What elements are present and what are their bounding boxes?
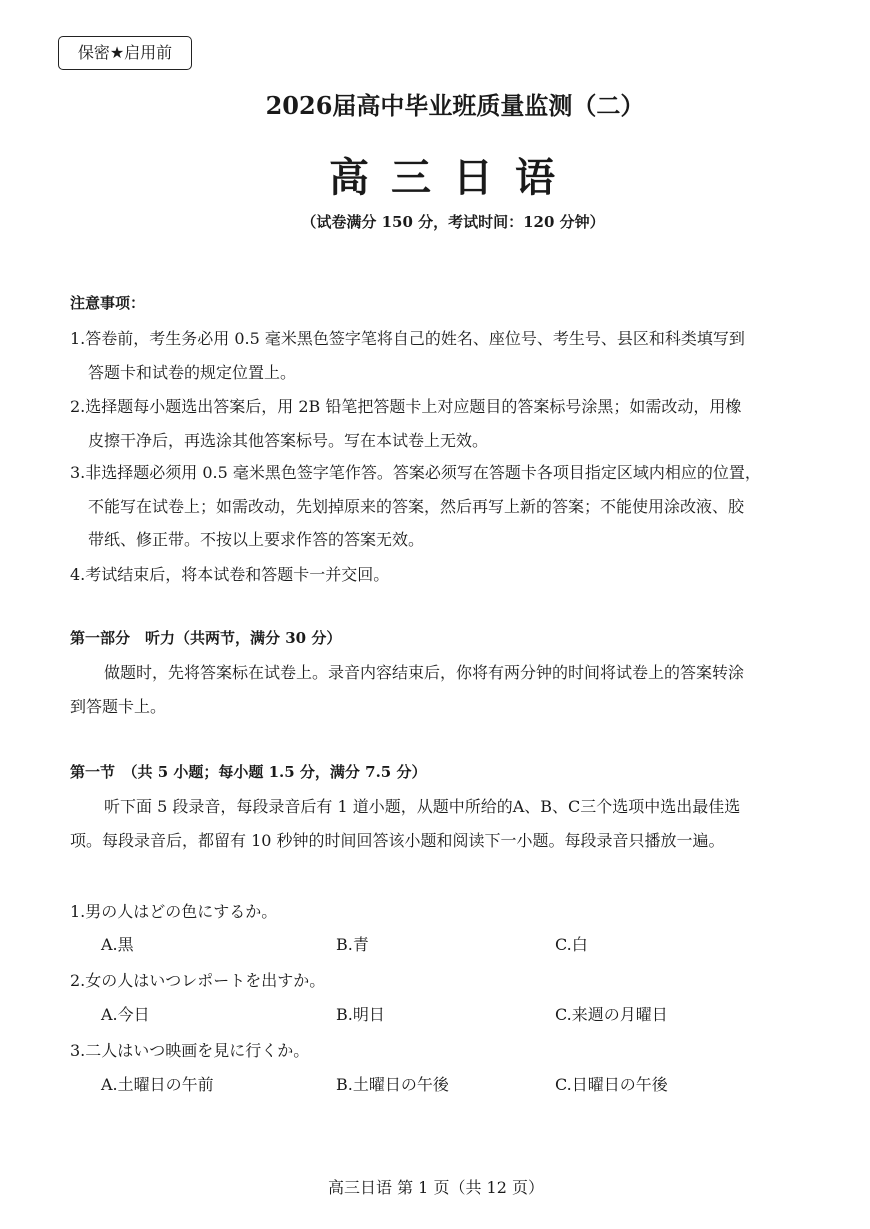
notes-item-1-line-1: 1.答卷前，考生务必用 0.5 毫米黑色签字笔将自己的姓名、座位号、考生号、县区和科类填写到 [70,329,745,348]
notes-item-1-line-2: 答题卡和试卷的规定位置上。 [88,363,297,382]
notes-item-3-line-3: 带纸、修正带。不按以上要求作答的答案无效。 [88,530,425,549]
exam-info: （试卷满分 150 分，考试时间：120 分钟） [301,213,605,231]
question-1-option-a: A.黒 [101,935,134,954]
question-3-option-a: A.土曜日の午前 [101,1075,214,1094]
question-2-option-c: C.来週の月曜日 [555,1005,668,1024]
part1-desc-line-1: 做题时，先将答案标在试卷上。录音内容结束后，你将有两分钟的时间将试卷上的答案转涂 [104,663,745,682]
notes-item-2-line-2: 皮擦干净后，再选涂其他答案标号。写在本试卷上无效。 [88,431,489,450]
section1-desc-line-2: 项。每段录音后，都留有 10 秒钟的时间回答该小题和阅读下一小题。每段录音只播放一遍。 [70,831,725,850]
question-3-option-b: B.土曜日の午後 [336,1075,449,1094]
question-3-option-c: C.日曜日の午後 [555,1075,668,1094]
question-1-text: 1.男の人はどの色にするか。 [70,902,278,921]
notes-item-3-line-1: 3.非选择题必须用 0.5 毫米黑色签字笔作答。答案必须写在答题卡各项目指定区域内相应的位置， [70,463,761,482]
section1-heading: 第一节 （共 5 小题；每小题 1.5 分，满分 7.5 分） [70,763,427,781]
notes-item-3-line-2: 不能写在试卷上；如需改动，先划掉原来的答案，然后再写上新的答案；不能使用涂改液、胶 [88,497,745,516]
subject-title: 高三日语 [329,154,577,201]
question-3-text: 3.二人はいつ映画を見に行くか。 [70,1041,310,1060]
question-2-text: 2.女の人はいつレポートを出すか。 [70,971,326,990]
question-1-option-b: B.青 [336,935,369,954]
question-1-option-c: C.白 [555,935,588,954]
question-2-option-b: B.明日 [336,1005,385,1024]
page-footer: 高三日语 第 1 页（共 12 页） [328,1178,544,1197]
notes-heading: 注意事项： [70,294,146,312]
part1-desc-line-2: 到答题卡上。 [70,697,167,716]
notes-item-4-line-1: 4.考试结束后，将本试卷和答题卡一并交回。 [70,565,390,584]
confidential-label: 保密★启用前 [58,36,192,70]
exam-title: 2026届高中毕业班质量监测（二） [265,91,645,120]
section1-desc-line-1: 听下面 5 段录音，每段录音后有 1 道小题，从题中所给的A、B、C三个选项中选出最佳选 [104,797,741,816]
notes-item-2-line-1: 2.选择题每小题选出答案后，用 2B 铅笔把答题卡上对应题目的答案标号涂黑；如需改动，用橡 [70,397,742,416]
part1-heading: 第一部分 听力（共两节，满分 30 分） [70,629,342,647]
question-2-option-a: A.今日 [101,1005,150,1024]
